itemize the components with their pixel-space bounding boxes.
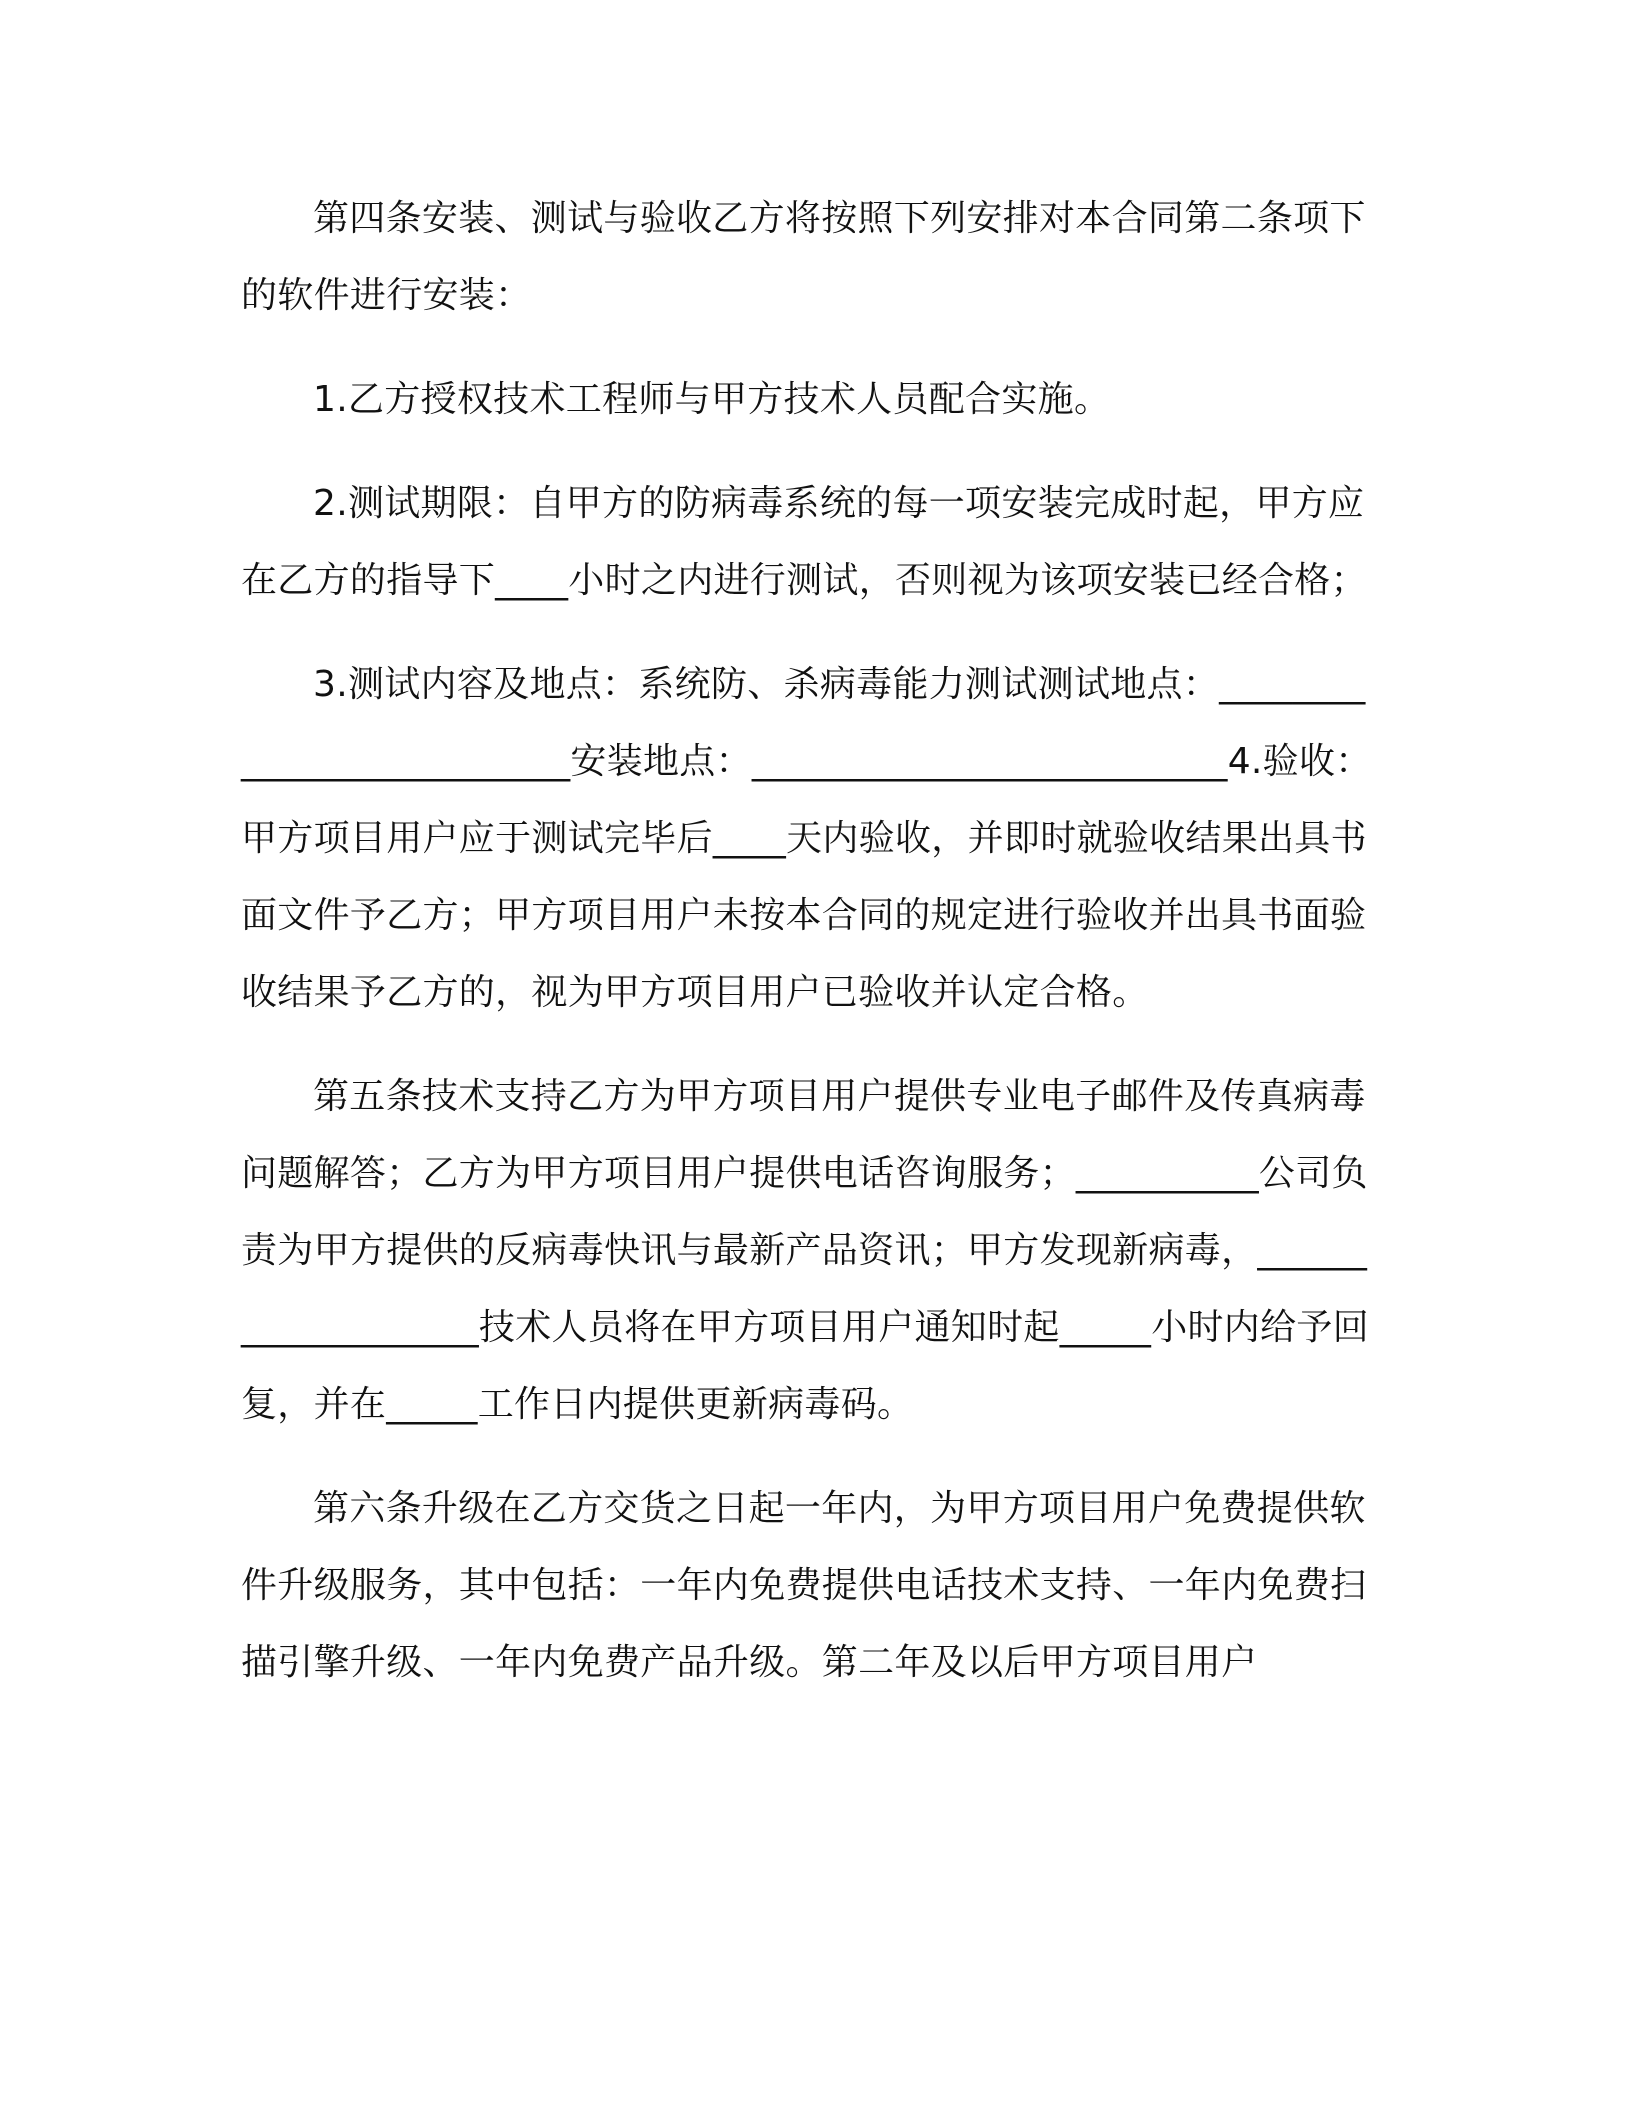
paragraph-article-4: 第四条安装、测试与验收乙方将按照下列安排对本合同第二条项下的软件进行安装： <box>241 198 1366 316</box>
paragraph-item-3: 3.测试内容及地点：系统防、杀病毒能力测试测试地点：__________________________安装地点：__________________________4.验收：甲方项目用户应于测试完毕后____天内验收，并即时就验收结果出具书面文件予乙方；甲方项目用户未按本合同的规定进行验收并出具书面验收结果予乙方的，视为甲方项目用户已验收并认定合格。 <box>241 664 1372 1013</box>
document-body <box>241 180 1381 1701</box>
paragraph-article-5: 第五条技术支持乙方为甲方项目用户提供专业电子邮件及传真病毒问题解答；乙方为甲方项目用户提供电话咨询服务；__________公司负责为甲方提供的反病毒快讯与最新产品资讯；甲方发现新病毒，___________________技术人员将在甲方项目用户通知时起_____小时内给予回复，并在_____工作日内提供更新病毒码。 <box>241 1076 1369 1425</box>
paragraph-item-2: 2.测试期限：自甲方的防病毒系统的每一项安装完成时起，甲方应在乙方的指导下____小时之内进行测试，否则视为该项安装已经合格； <box>241 483 1367 601</box>
paragraph-item-1: 1.乙方授权技术工程师与甲方技术人员配合实施。 <box>313 379 1111 420</box>
paragraph-article-6: 第六条升级在乙方交货之日起一年内，为甲方项目用户免费提供软件升级服务，其中包括：一年内免费提供电话技术支持、一年内免费扫描引擎升级、一年内免费产品升级。第二年及以后甲方项目用户 <box>241 1488 1367 1683</box>
